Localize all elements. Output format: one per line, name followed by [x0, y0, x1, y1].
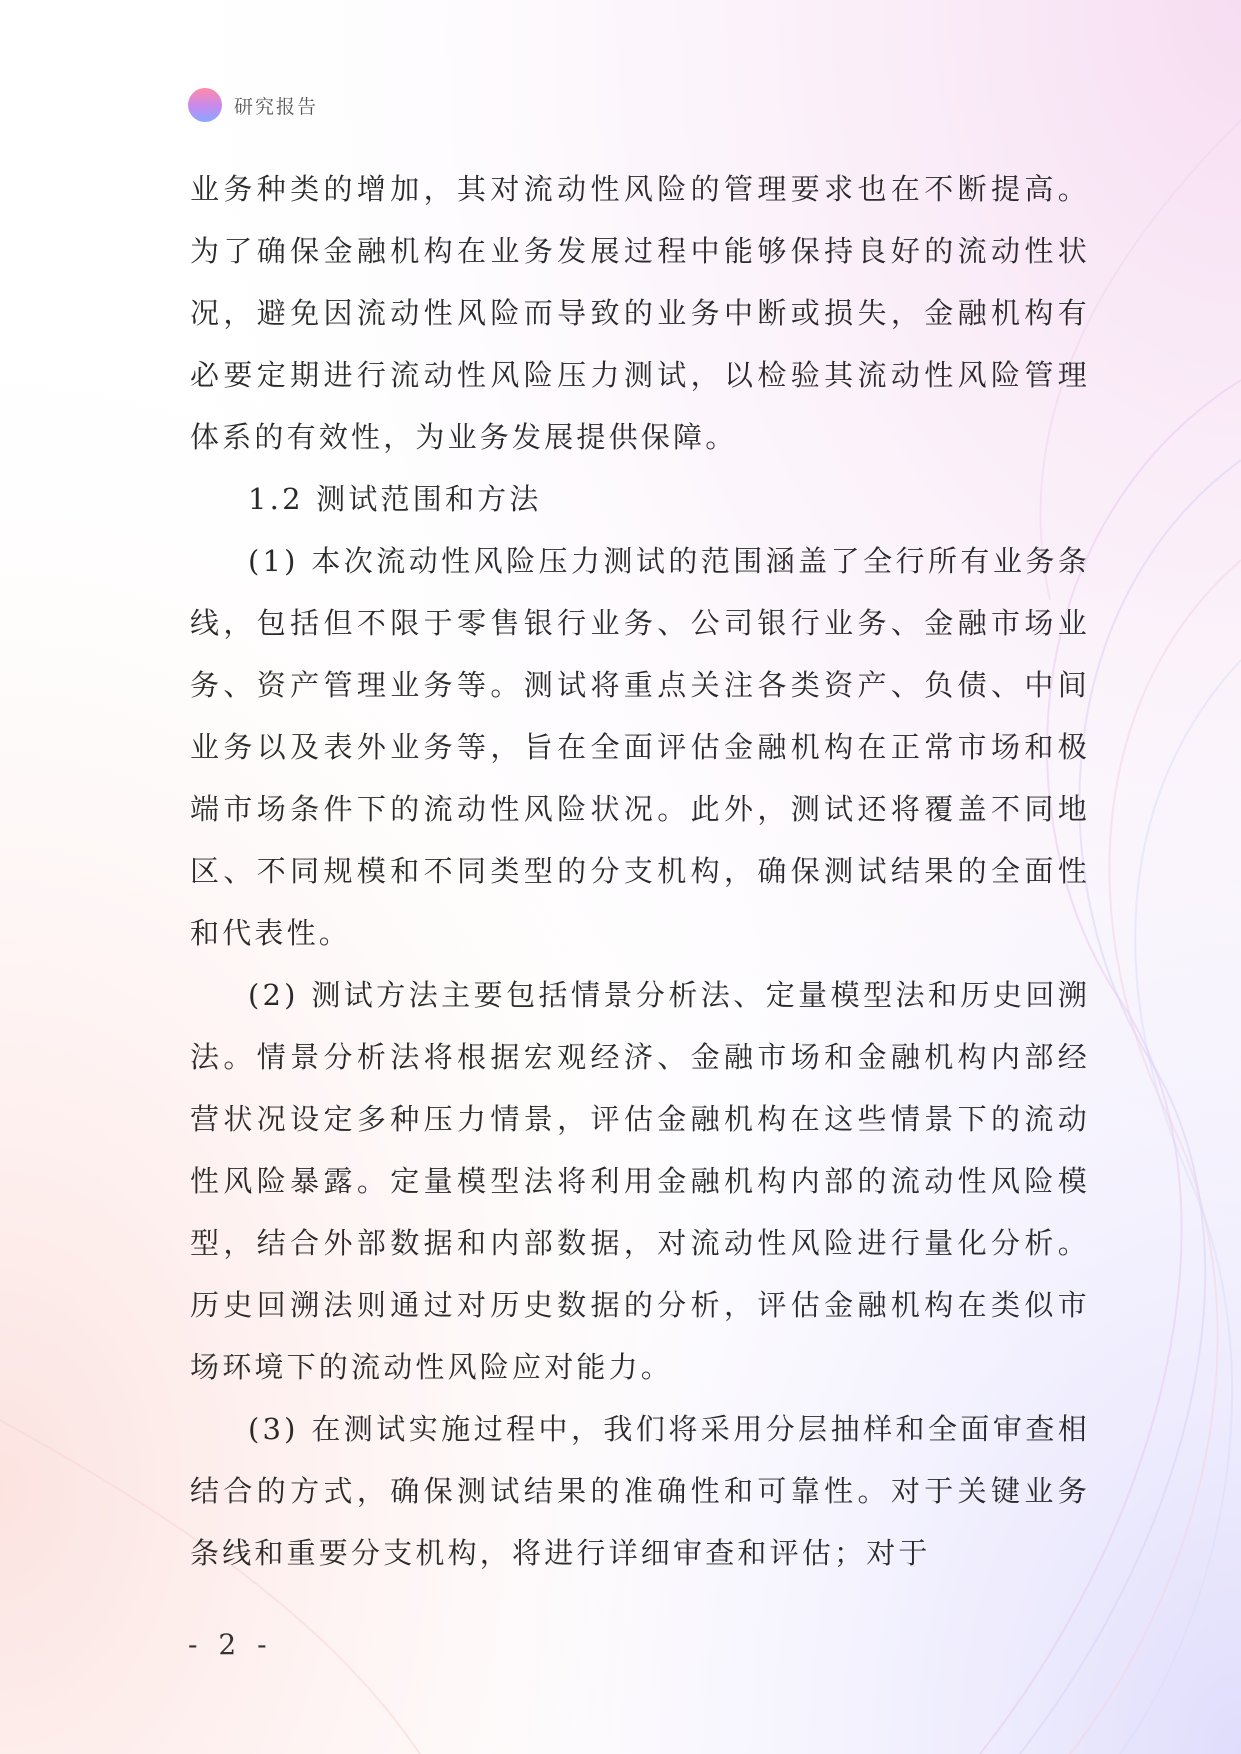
paragraph-scope: (1) 本次流动性风险压力测试的范围涵盖了全行所有业务条线，包括但不限于零售银行业务、公司银行业务、金融市场业务、资产管理业务等。测试将重点关注各类资产、负债、中间业务以及表外业务等，旨在全面评估金融机构在正常市场和极端市场条件下的流动性风险状况。此外，测试还将覆盖不同地区、不同规模和不同类型的分支机构，确保测试结果的全面性和代表性。	[190, 544, 1090, 950]
paragraph-continuation: 业务种类的增加，其对流动性风险的管理要求也在不断提高。为了确保金融机构在业务发展过程中能够保持良好的流动性状况，避免因流动性风险而导致的业务中断或损失，金融机构有必要定期进行流动性风险压力测试，以检验其流动性风险管理体系的有效性，为业务发展提供保障。	[190, 172, 1090, 454]
page-header	[188, 88, 318, 122]
section-heading: 1.2 测试范围和方法	[248, 482, 542, 516]
paragraph-methods: (2) 测试方法主要包括情景分析法、定量模型法和历史回溯法。情景分析法将根据宏观经济、金融市场和金融机构内部经营状况设定多种压力情景，评估金融机构在这些情景下的流动性风险暴露。定量模型法将利用金融机构内部的流动性风险模型，结合外部数据和内部数据，对流动性风险进行量化分析。历史回溯法则通过对历史数据的分析，评估金融机构在类似市场环境下的流动性风险应对能力。	[190, 978, 1090, 1384]
page-number: - 2 -	[188, 1628, 273, 1661]
header-title: 研究报告	[234, 95, 319, 118]
paragraph-implementation: (3) 在测试实施过程中，我们将采用分层抽样和全面审查相结合的方式，确保测试结果的准确性和可靠性。对于关键业务条线和重要分支机构，将进行详细审查和评估；对于	[190, 1412, 1090, 1570]
document-body	[190, 158, 1090, 1584]
logo-circle-icon	[188, 88, 222, 122]
